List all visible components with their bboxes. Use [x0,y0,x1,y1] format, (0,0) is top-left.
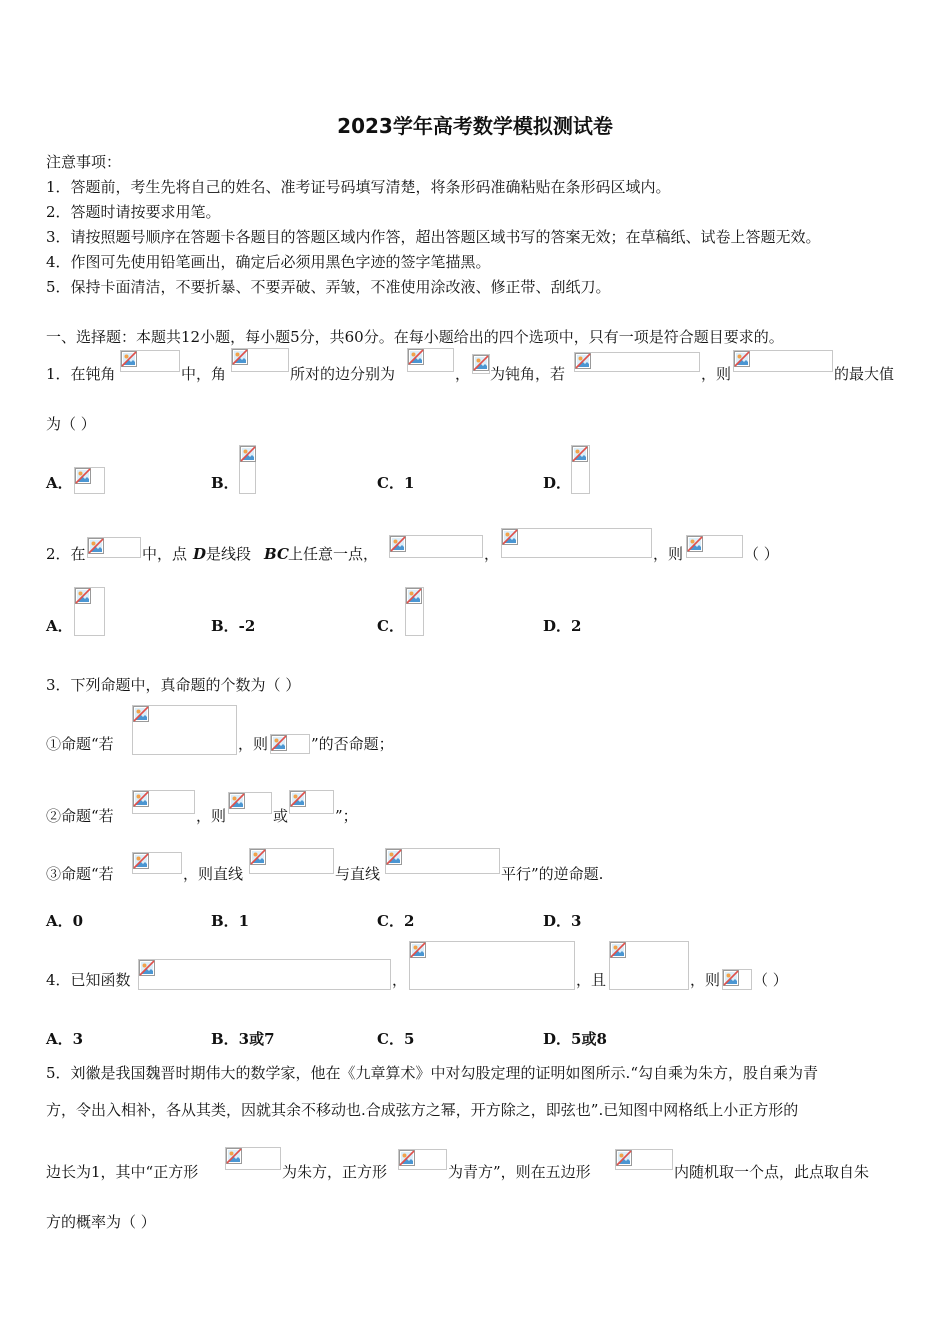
q4-option-c: C．5 [377,1030,415,1048]
broken-image-icon [408,349,424,365]
formula-image [733,350,833,372]
q4-text-5: （ ） [753,971,788,989]
q2-text-5: ， [484,545,500,563]
formula-image [501,528,652,558]
q4-option-b: B．3或7 [211,1030,275,1048]
q1-option-d: D． [543,474,572,492]
q1-text-8: 为（ ） [46,415,96,433]
q5-line-3-c: 为青方”，则在五边形 [448,1163,591,1181]
formula-image [398,1149,447,1170]
q3-s3-text-2: ，则直线 [183,865,244,883]
broken-image-icon [75,468,91,484]
broken-image-icon [734,351,750,367]
formula-image [609,941,689,990]
formula-image [571,445,590,494]
q1-text-7: 的最大值 [834,365,895,383]
broken-image-icon [406,588,422,604]
q4-option-a: A．3 [46,1030,84,1048]
page-title: 2023学年高考数学模拟测试卷 [337,114,613,138]
formula-image [74,587,105,636]
q4-text-2: ， [392,971,408,989]
segment-bc: BC [264,545,289,563]
q3-s1-text-1: ①命题“若 [46,735,114,753]
q3-s2-text-3: 或 [273,807,289,825]
q2-text-1: 2．在 [46,545,86,563]
q3-option-b: B．1 [211,912,250,930]
broken-image-icon [226,1148,242,1164]
q5-line-3-a: 边长为1，其中“正方形 [46,1163,199,1181]
broken-image-icon [575,353,591,369]
broken-image-icon [723,970,739,986]
notice-item-2: 2．答题时请按要求用笔。 [46,203,221,221]
q1-option-c: C．1 [377,474,415,492]
formula-image [132,852,182,874]
q1-text-4: ， [455,365,471,383]
q4-text-3: ，且 [576,971,607,989]
q3-s3-text-4: 平行”的逆命题. [501,865,604,883]
notice-heading: 注意事项： [46,153,122,171]
formula-image [239,445,256,494]
formula-image [385,848,500,874]
broken-image-icon [88,538,104,554]
formula-image [87,537,141,558]
q1-text-6: ，则 [701,365,732,383]
formula-image [228,792,272,814]
q2-text-6: ，则 [653,545,684,563]
formula-image [270,734,310,754]
notice-item-5: 5．保持卡面清洁，不要折暴、不要弄破、弄皱，不准使用涂改液、修正带、刮纸刀。 [46,278,611,296]
broken-image-icon [616,1150,632,1166]
formula-image [74,467,105,494]
formula-image [138,959,391,990]
q3-option-d: D．3 [543,912,582,930]
q2-option-c: C． [377,617,404,635]
q1-text-3: 所对的边分别为 [290,365,396,383]
q5-line-2: 方，令出入相补，各从其类，因就其余不移动也.合成弦方之幂，开方除之，即弦也”.已知图中网格纸上小正方形的 [46,1101,799,1119]
broken-image-icon [121,351,137,367]
broken-image-icon [390,536,406,552]
formula-image [405,587,424,636]
formula-image [407,348,454,372]
formula-image [231,348,289,372]
q3-s2-text-1: ②命题“若 [46,807,114,825]
q3-s2-text-4: ”； [335,807,358,825]
broken-image-icon [473,355,489,371]
q1-text-2: 中，角 [181,365,227,383]
q2-text-7: （ ） [744,545,779,563]
formula-image [389,535,483,558]
section-heading: 一、选择题：本题共12小题，每小题5分，共60分。在每小题给出的四个选项中，只有一项是符合题目要求的。 [46,328,784,346]
broken-image-icon [687,536,703,552]
formula-image [249,848,334,874]
q5-line-1: 5．刘徽是我国魏晋时期伟大的数学家，他在《九章算术》中对勾股定理的证明如图所示.“勾自乘为朱方，股自乘为青 [46,1064,818,1082]
q2-text-2: 中，点 [142,545,188,563]
q2-option-d: D．2 [543,617,582,635]
formula-image [472,354,490,374]
q3-option-c: C．2 [377,912,415,930]
broken-image-icon [133,853,149,869]
q3-s3-text-1: ③命题“若 [46,865,114,883]
broken-image-icon [133,791,149,807]
broken-image-icon [610,942,626,958]
broken-image-icon [399,1150,415,1166]
q2-text-3: 是线段 [206,545,252,563]
broken-image-icon [290,791,306,807]
q3-s3-text-3: 与直线 [335,865,381,883]
broken-image-icon [386,849,402,865]
formula-image [722,969,752,990]
q4-option-d: D．5或8 [543,1030,607,1048]
broken-image-icon [229,793,245,809]
q3-s2-text-2: ，则 [196,807,227,825]
q2-option-a: A． [46,617,73,635]
q3-stem: 3．下列命题中，真命题的个数为（ ） [46,676,301,694]
q1-text-5: 为钝角，若 [490,365,566,383]
q1-option-b: B． [211,474,239,492]
formula-image [289,790,334,814]
point-d: D [193,545,207,563]
broken-image-icon [271,735,287,751]
broken-image-icon [572,446,588,462]
q5-line-3-b: 为朱方，正方形 [282,1163,388,1181]
broken-image-icon [250,849,266,865]
q1-text-1: 1．在钝角 [46,365,116,383]
q5-line-3-d: 内随机取一个点，此点取自朱 [674,1163,870,1181]
formula-image [132,790,195,814]
q4-text-1: 4．已知函数 [46,971,131,989]
notice-item-4: 4．作图可先使用铅笔画出，确定后必须用黑色字迹的签字笔描黑。 [46,253,491,271]
q4-text-4: ，则 [690,971,721,989]
broken-image-icon [502,529,518,545]
broken-image-icon [240,446,256,462]
q3-s1-text-2: ，则 [238,735,269,753]
formula-image [120,350,180,372]
formula-image [686,535,743,558]
notice-item-1: 1．答题前，考生先将自己的姓名、准考证号码填写清楚，将条形码准确粘贴在条形码区域内。 [46,178,671,196]
notice-item-3: 3．请按照题号顺序在答题卡各题目的答题区域内作答，超出答题区域书写的答案无效；在草稿纸、试卷上答题无效。 [46,228,821,246]
q3-option-a: A．0 [46,912,84,930]
broken-image-icon [139,960,155,976]
formula-image [574,352,700,372]
formula-image [225,1147,281,1170]
q2-option-b: B．-2 [211,617,256,635]
broken-image-icon [75,588,91,604]
q1-option-a: A． [46,474,73,492]
broken-image-icon [232,349,248,365]
formula-image [615,1149,673,1170]
q3-s1-text-3: ”的否命题； [311,735,394,753]
broken-image-icon [410,942,426,958]
q5-line-4: 方的概率为（ ） [46,1213,156,1231]
q2-text-4: 上任意一点， [288,545,379,563]
formula-image [132,705,237,755]
broken-image-icon [133,706,149,722]
formula-image [409,941,575,990]
